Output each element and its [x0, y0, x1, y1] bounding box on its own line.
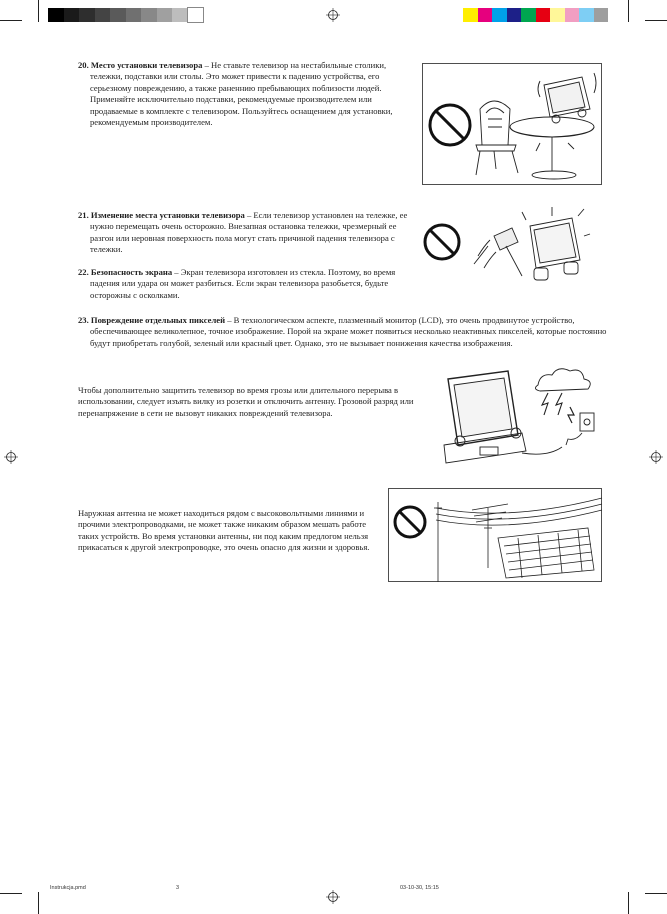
color-swatch: [48, 8, 64, 22]
section-23: [78, 315, 620, 349]
section-22-text: – Экран телевизора изготовлен из стекла. Поэтому, во время падения или удара он может разбиться. Если экран телевизора разобьется, будьте осторожны с осколками.: [90, 267, 396, 300]
registration-mark-right: [649, 450, 663, 464]
unstable-table-illustration: [422, 63, 602, 185]
color-swatch: [478, 8, 493, 22]
section-23-number: 23.: [78, 315, 89, 325]
section-20-number: 20.: [78, 60, 89, 70]
color-swatch: [550, 8, 565, 22]
section-21-number: 21.: [78, 210, 89, 220]
section-20: [78, 60, 420, 128]
section-22-title: Безопасность экрана: [90, 267, 173, 277]
crop-mark: [38, 0, 39, 22]
footer-date: 03-10-30, 15:15: [400, 885, 439, 891]
color-swatch: [157, 8, 173, 22]
color-swatch: [95, 8, 111, 22]
section-22-number: 22.: [78, 267, 89, 277]
crop-mark: [0, 20, 22, 21]
crop-mark: [628, 0, 629, 22]
crop-mark: [628, 892, 629, 914]
registration-mark-left: [4, 450, 18, 464]
color-swatch: [536, 8, 551, 22]
crop-mark: [645, 20, 667, 21]
footer-page-number: 3: [176, 885, 180, 891]
section-20-title: Место установки телевизора: [90, 60, 203, 70]
color-swatch: [110, 8, 126, 22]
crop-mark: [0, 893, 22, 894]
color-swatch: [565, 8, 580, 22]
storm-unplug-illustration: [438, 365, 610, 463]
color-swatch: [594, 8, 609, 22]
section-23-text: – В технологическом аспекте, плазменный монитор (LCD), это очень продвинутое устройство, обеспечивающее великолепное, точное изображение. Порой на экране может появиться несколько неактивных пикселей, которые постоянно будут приобретать голубой, зеленый или красный цвет. Однако, это не вызывает понижения качества изображения.: [90, 315, 607, 348]
section-21-title: Изменение места установки телевизора: [90, 210, 245, 220]
color-swatch: [141, 8, 157, 22]
color-swatch: [188, 8, 204, 22]
section-20-text: – Не ставьте телевизор на нестабильные столики, тележки, подставки или столы. Это может привести к падению устройства, его серьезному повреждению, а также раненнию пребывающих поблизости людей. Применяйте исключительно подставки, рекомендуемые производителем или продаваемые в комплекте с телевизором. Пользуйтесь оснащением для установки, рекомендуемым производителем.: [90, 60, 393, 128]
color-swatch: [463, 8, 478, 22]
footer-file-name: Instrukcja.pmd: [50, 885, 86, 891]
prohibited-icon: [425, 225, 459, 259]
color-swatch: [579, 8, 594, 22]
registration-mark-top: [326, 8, 340, 22]
antenna-powerline-illustration: [388, 488, 602, 582]
screen-impact-illustration: [418, 206, 590, 288]
color-swatch: [492, 8, 507, 22]
color-swatch: [507, 8, 522, 22]
color-swatch: [79, 8, 95, 22]
section-21-text: – Если телевизор установлен на тележке, ее нужно перемещать очень осторожно. Внезапная остановка тележки, чрезмерный ее разгон или неровная поверхность пола могут стать причиной падения телевизора с тележки.: [90, 210, 408, 255]
crop-mark: [38, 892, 39, 914]
section-21: [78, 210, 420, 256]
color-swatch: [521, 8, 536, 22]
section-23-title: Повреждение отдельных пикселей: [90, 315, 226, 325]
storm-paragraph: Чтобы дополнительно защитить телевизор во время грозы или длительного перерыва в использовании, следует изъять вилку из розетки и отключить антенну. Грозовой разряд или перенапряжение в сети не вызовут никаких повреждений телевизора.: [78, 385, 414, 418]
color-swatch: [172, 8, 188, 22]
color-swatch: [64, 8, 80, 22]
color-swatch: [126, 8, 142, 22]
crop-mark: [645, 893, 667, 894]
antenna-paragraph: Наружная антенна не может находиться рядом с высоковольтными линиями и прочими электропроводками, не может также никаким образом мешать работе таких устройств. Во время установки антенны, ни под каким предлогом нельзя прикасаться к другой электропроводке, это очень опасно для жизни и здоровья.: [78, 508, 370, 553]
section-22: [78, 267, 420, 301]
registration-mark-bottom: [326, 890, 340, 904]
